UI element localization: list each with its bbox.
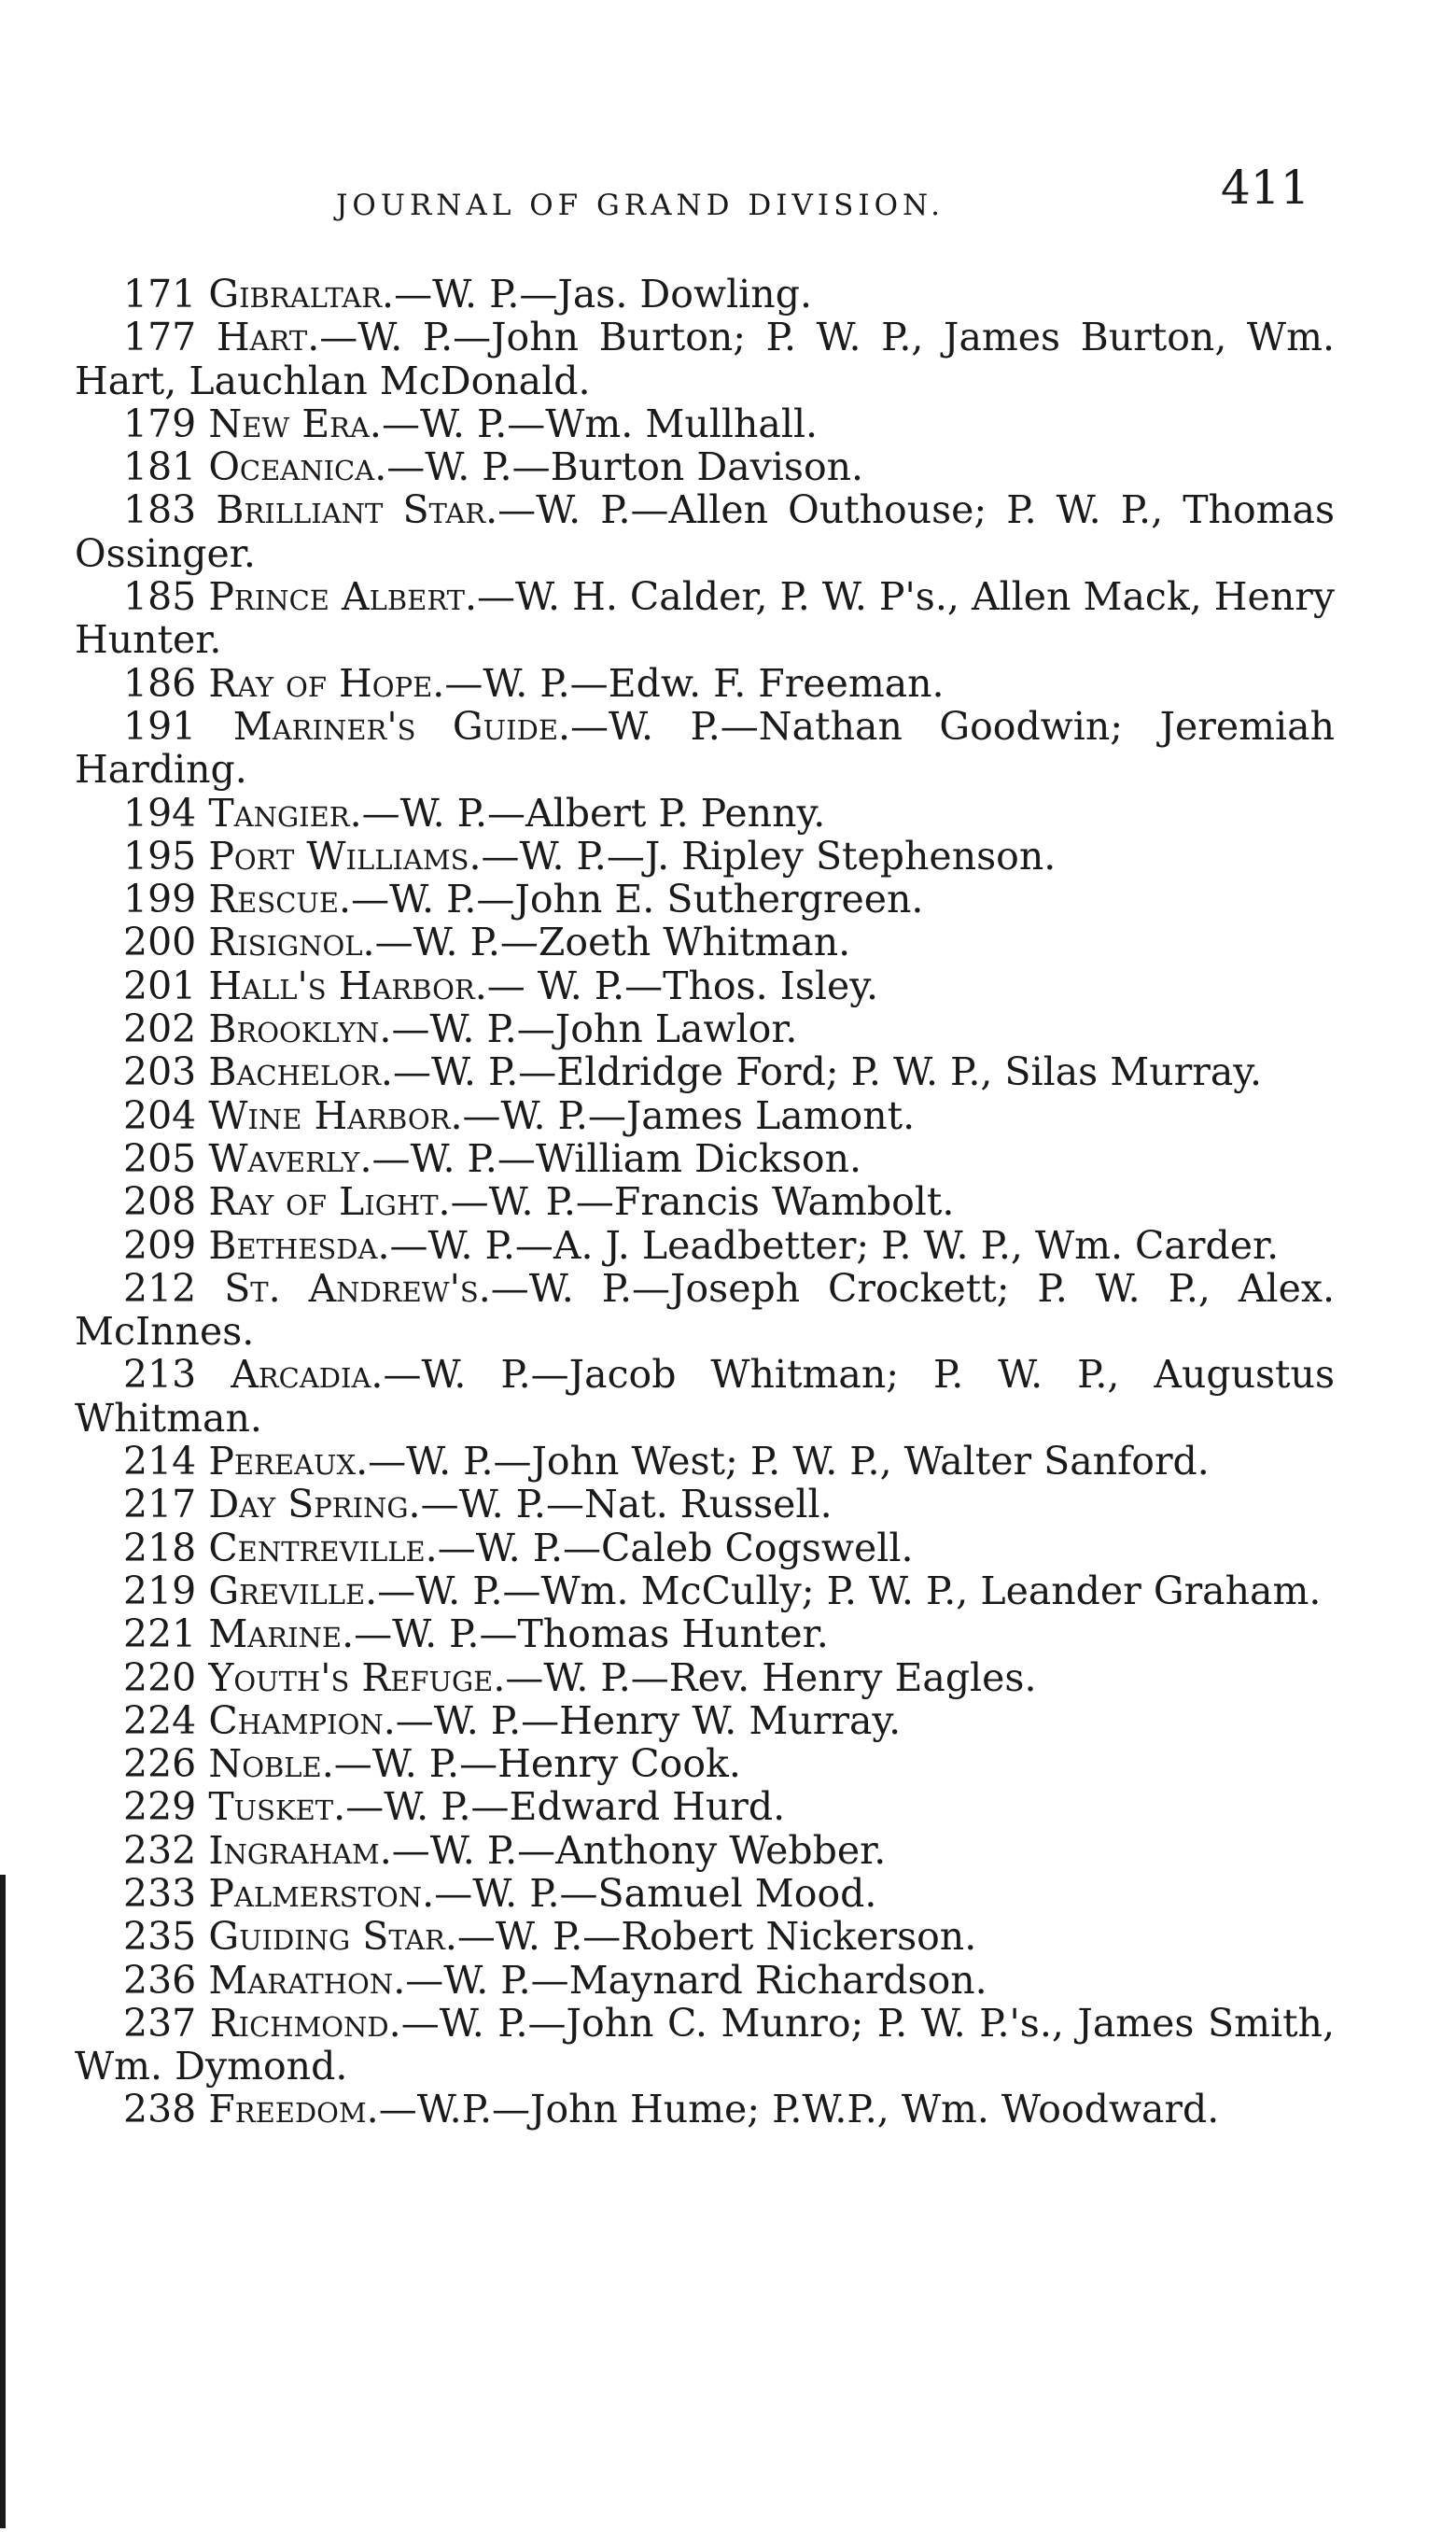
page-number: 411	[1221, 161, 1310, 215]
division-name: Risignol.	[208, 920, 375, 965]
division-entry	[75, 1526, 1335, 1569]
division-name: Oceanica.	[208, 444, 387, 490]
division-entry	[75, 1872, 1335, 1915]
division-number: 238	[123, 2087, 197, 2132]
officers-text: —W. P.—Henry W. Murray.	[395, 1697, 902, 1743]
division-name: Port Williams.	[208, 833, 482, 879]
division-number: 214	[123, 1439, 197, 1484]
division-number: 212	[123, 1265, 197, 1311]
division-name: New Era.	[208, 401, 382, 446]
officers-text: —W. P.—Rev. Henry Eagles.	[505, 1654, 1037, 1700]
officers-text: —W. P.—Nat. Russell.	[420, 1482, 833, 1527]
division-entry	[75, 1094, 1335, 1137]
division-entry	[75, 921, 1335, 964]
officers-text: —W. P.—John E. Suthergreen.	[351, 877, 924, 922]
division-name: Centreville.	[208, 1525, 438, 1570]
division-entry	[75, 1137, 1335, 1180]
division-number: 237	[123, 2000, 197, 2046]
division-entry	[75, 1829, 1335, 1872]
division-name: Rescue.	[208, 877, 352, 922]
division-entry	[75, 1742, 1335, 1785]
division-entry	[75, 445, 1335, 488]
officers-text: —W. P.—Robert Nickerson.	[456, 1914, 977, 1960]
division-entry	[75, 1959, 1335, 2002]
running-head: JOURNAL OF GRAND DIVISION.	[336, 189, 945, 222]
officers-text: —W. P.—Jas. Dowling.	[394, 272, 812, 316]
division-entry	[75, 273, 1335, 316]
officers-text: —W. P.—Jacob Whitman; P. W. P., Augustus Whitman.	[75, 1352, 1335, 1441]
officers-text: —W. P.—Edw. F. Freeman.	[444, 660, 945, 706]
division-name: Greville.	[208, 1568, 378, 1613]
division-number: 177	[123, 315, 197, 360]
division-entry	[75, 878, 1335, 921]
division-name: Freedom.	[208, 2087, 379, 2132]
officers-text: —W. P.—Wm. McCully; P. W. P., Leander Graham.	[377, 1568, 1322, 1613]
officers-text: —W. P.—John Burton; P. W. P., James Burton, Wm. Hart, Lauchlan McDonald.	[75, 315, 1335, 403]
division-name: Mariner's Guide.	[232, 703, 571, 749]
division-name: Pereaux.	[208, 1439, 369, 1484]
officers-text: —W. P.—Edward Hurd.	[345, 1784, 786, 1830]
division-number: 179	[123, 401, 197, 446]
division-number: 203	[123, 1049, 197, 1095]
division-entry	[75, 1915, 1335, 1958]
division-name: St. Andrew's.	[224, 1265, 491, 1311]
officers-text: —W. P.—Anthony Webber.	[391, 1827, 887, 1873]
scan-edge-shadow	[0, 1875, 6, 2528]
division-entry	[75, 1656, 1335, 1699]
division-number: 195	[123, 833, 197, 879]
division-name: Day Spring.	[208, 1482, 421, 1527]
officers-text: —W. P.—Eldridge Ford; P. W. P., Silas Murray.	[392, 1049, 1263, 1095]
division-list	[75, 273, 1335, 2131]
division-number: 208	[123, 1179, 197, 1225]
division-name: Brilliant Star.	[216, 487, 498, 533]
division-number: 213	[123, 1352, 197, 1398]
division-number: 201	[123, 963, 197, 1008]
officers-text: —W. P.—J. Ripley Stephenson.	[481, 833, 1057, 879]
officers-text: —W. P.—John West; P. W. P., Walter Sanford.	[368, 1439, 1210, 1484]
division-entry	[75, 1699, 1335, 1742]
division-entry	[75, 488, 1335, 575]
division-entry	[75, 402, 1335, 445]
division-name: Ray of Hope.	[208, 660, 445, 706]
division-number: 220	[123, 1654, 197, 1700]
officers-text: —W. P.—John C. Munro; P. W. P.'s., James Smith, Wm. Dymond.	[75, 2000, 1335, 2089]
division-name: Ray of Light.	[208, 1179, 451, 1225]
division-number: 186	[123, 660, 197, 706]
officers-text: —W. P.—Zoeth Whitman.	[374, 920, 851, 965]
division-entry	[75, 1224, 1335, 1267]
division-name: Arcadia.	[231, 1352, 384, 1398]
officers-text: —W. P.—James Lamont.	[462, 1092, 916, 1138]
division-entry	[75, 1050, 1335, 1093]
division-name: Marine.	[208, 1611, 355, 1657]
division-name: Richmond.	[209, 2000, 401, 2046]
division-name: Prince Albert.	[208, 574, 478, 620]
division-number: 209	[123, 1222, 197, 1268]
page-header	[336, 161, 1344, 235]
division-number: 191	[123, 703, 197, 749]
division-entry	[75, 575, 1335, 662]
officers-text: —W. P.—Joseph Crockett; P. W. P., Alex. McInnes.	[75, 1265, 1335, 1355]
division-number: 205	[123, 1135, 197, 1181]
division-entry	[75, 2088, 1335, 2131]
division-entry	[75, 1569, 1335, 1612]
division-number: 199	[123, 877, 197, 922]
division-name: Marathon.	[208, 1957, 406, 2003]
division-number: 229	[123, 1784, 197, 1830]
division-entry	[75, 705, 1335, 792]
division-name: Hart.	[216, 315, 320, 360]
officers-text: —W. P.—A. J. Leadbetter; P. W. P., Wm. Carder.	[389, 1222, 1280, 1268]
division-number: 233	[123, 1870, 197, 1916]
division-name: Champion.	[208, 1697, 396, 1743]
division-number: 217	[123, 1482, 197, 1527]
division-number: 181	[123, 444, 197, 490]
officers-text: — W. P.—Thos. Isley.	[486, 963, 879, 1008]
division-entry	[75, 1785, 1335, 1828]
division-name: Hall's Harbor.	[208, 963, 487, 1008]
division-number: 235	[123, 1914, 197, 1960]
officers-text: —W. P.—Allen Outhouse; P. W. P., Thomas Ossinger.	[75, 487, 1335, 576]
division-number: 185	[123, 574, 197, 620]
division-entry	[75, 316, 1335, 402]
division-entry	[75, 1353, 1335, 1440]
division-number: 226	[123, 1741, 197, 1787]
officers-text: —W. H. Calder, P. W. P's., Allen Mack, Henry Hunter.	[75, 574, 1335, 663]
division-name: Palmerston.	[208, 1870, 435, 1916]
division-entry	[75, 662, 1335, 705]
officers-text: —W. P.—Maynard Richardson.	[405, 1957, 987, 2003]
division-name: Youth's Refuge.	[208, 1654, 506, 1700]
officers-text: —W. P.—Samuel Mood.	[434, 1870, 877, 1916]
officers-text: —W. P.—Nathan Goodwin; Jeremiah Harding.	[75, 703, 1335, 793]
division-number: 204	[123, 1092, 197, 1138]
division-number: 194	[123, 790, 197, 836]
officers-text: —W. P.—Albert P. Penny.	[361, 790, 826, 836]
officers-text: —W. P.—John Lawlor.	[391, 1006, 798, 1052]
division-entry	[75, 1612, 1335, 1655]
division-number: 232	[123, 1827, 197, 1873]
division-number: 183	[123, 487, 197, 533]
division-number: 219	[123, 1568, 197, 1613]
officers-text: —W. P.—Francis Wambolt.	[450, 1179, 955, 1225]
division-name: Noble.	[208, 1741, 334, 1787]
officers-text: —W. P.—William Dickson.	[371, 1135, 862, 1181]
division-number: 218	[123, 1525, 197, 1570]
division-name: Waverly.	[208, 1135, 372, 1181]
officers-text: —W. P.—Caleb Cogswell.	[437, 1525, 914, 1570]
division-entry	[75, 964, 1335, 1007]
division-name: Gibraltar.	[208, 272, 395, 316]
division-number: 236	[123, 1957, 197, 2003]
division-number: 171	[123, 272, 197, 316]
division-name: Guiding Star.	[208, 1914, 457, 1960]
division-name: Brooklyn.	[208, 1006, 392, 1052]
officers-text: —W. P.—Wm. Mullhall.	[381, 401, 819, 446]
division-number: 200	[123, 920, 197, 965]
division-name: Wine Harbor.	[208, 1092, 463, 1138]
division-entry	[75, 792, 1335, 835]
officers-text: —W. P.—Thomas Hunter.	[354, 1611, 829, 1657]
division-number: 202	[123, 1006, 197, 1052]
division-name: Ingraham.	[208, 1827, 392, 1873]
division-number: 221	[123, 1611, 197, 1657]
division-entry	[75, 1180, 1335, 1223]
officers-text: —W. P.—Burton Davison.	[386, 444, 864, 490]
division-number: 224	[123, 1697, 197, 1743]
division-entry	[75, 1267, 1335, 1354]
division-name: Tusket.	[208, 1784, 346, 1830]
division-entry	[75, 1483, 1335, 1526]
officers-text: —W. P.—Henry Cook.	[333, 1741, 741, 1787]
division-entry	[75, 835, 1335, 878]
division-entry	[75, 2002, 1335, 2089]
division-name: Tangier.	[208, 790, 362, 836]
division-name: Bethesda.	[208, 1222, 390, 1268]
division-entry	[75, 1007, 1335, 1050]
officers-text: —W.P.—John Hume; P.W.P., Wm. Woodward.	[378, 2087, 1220, 2132]
division-name: Bachelor.	[208, 1049, 393, 1095]
division-entry	[75, 1440, 1335, 1483]
